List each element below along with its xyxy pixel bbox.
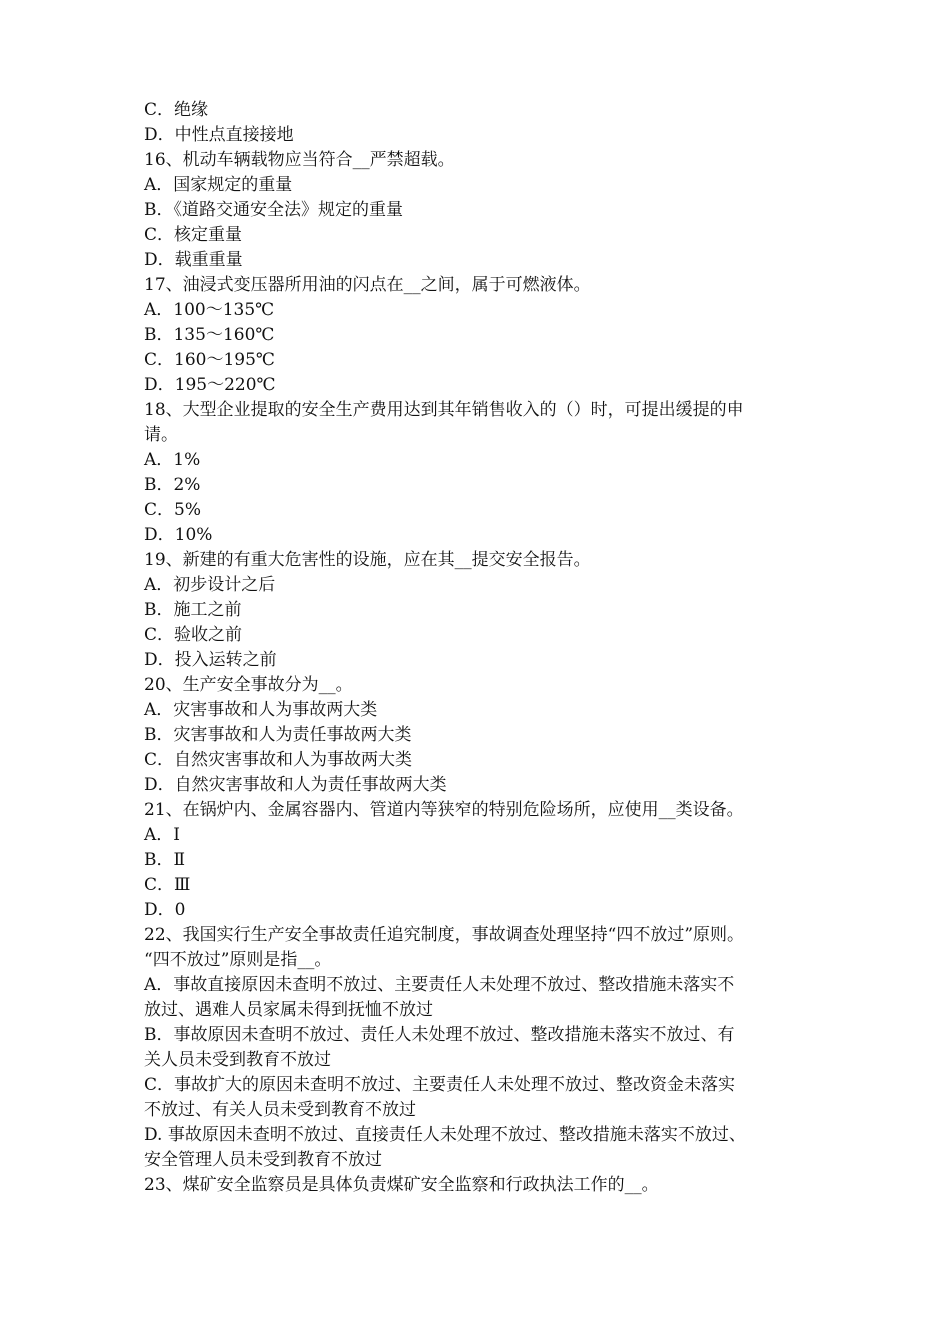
option-line: C．自然灾害事故和人为事故两大类 bbox=[144, 750, 413, 770]
option-line-continued: 安全管理人员未受到教育不放过 bbox=[144, 1150, 382, 1170]
option-line: A．1% bbox=[144, 450, 201, 470]
question-23: 23、煤矿安全监察员是具体负责煤矿安全监察和行政执法工作的__。 bbox=[144, 1175, 659, 1195]
option-line: D．投入运转之前 bbox=[144, 650, 277, 670]
text-line: D．中性点直接接地 bbox=[144, 125, 294, 145]
question-19: 19、新建的有重大危害性的设施，应在其__提交安全报告。 bbox=[144, 550, 591, 570]
option-line: C．事故扩大的原因未查明不放过、主要责任人未处理不放过、整改资金未落实 bbox=[144, 1075, 736, 1095]
question-16: 16、机动车辆载物应当符合__严禁超载。 bbox=[144, 150, 455, 170]
option-line: D．0 bbox=[144, 900, 186, 920]
option-line: C．核定重量 bbox=[144, 225, 243, 245]
option-line: C．160～195℃ bbox=[144, 350, 275, 370]
option-line: B．灾害事故和人为责任事故两大类 bbox=[144, 725, 412, 745]
option-line: C．验收之前 bbox=[144, 625, 243, 645]
question-20: 20、生产安全事故分为__。 bbox=[144, 675, 353, 695]
question-18-continued: 请。 bbox=[144, 425, 178, 445]
option-line: B．Ⅱ bbox=[144, 850, 186, 870]
option-line: B．《道路交通安全法》规定的重量 bbox=[144, 200, 403, 220]
question-22-continued: “四不放过”原则是指__。 bbox=[144, 950, 332, 970]
option-line: B．施工之前 bbox=[144, 600, 242, 620]
document-page bbox=[144, 98, 824, 1198]
option-line: A．灾害事故和人为事故两大类 bbox=[144, 700, 378, 720]
option-line: D．载重重量 bbox=[144, 250, 243, 270]
text-line: C．绝缘 bbox=[144, 100, 209, 120]
option-line: A．事故直接原因未查明不放过、主要责任人未处理不放过、整改措施未落实不 bbox=[144, 975, 735, 995]
option-line: D．10% bbox=[144, 525, 213, 545]
option-line-continued: 放过、遇难人员家属未得到抚恤不放过 bbox=[144, 1000, 433, 1020]
option-line: C．Ⅲ bbox=[144, 875, 191, 895]
option-line: B．135～160℃ bbox=[144, 325, 275, 345]
option-line: A．100～135℃ bbox=[144, 300, 275, 320]
question-18: 18、大型企业提取的安全生产费用达到其年销售收入的（）时，可提出缓提的申 bbox=[144, 400, 744, 420]
option-line: A．初步设计之后 bbox=[144, 575, 276, 595]
option-line: B．2% bbox=[144, 475, 201, 495]
option-line-continued: 关人员未受到教育不放过 bbox=[144, 1050, 331, 1070]
option-line: D．195～220℃ bbox=[144, 375, 276, 395]
option-line: A．国家规定的重量 bbox=[144, 175, 293, 195]
option-line-continued: 不放过、有关人员未受到教育不放过 bbox=[144, 1100, 416, 1120]
question-22: 22、我国实行生产安全事故责任追究制度，事故调查处理坚持“四不放过”原则。 bbox=[144, 925, 745, 945]
option-line: B．事故原因未查明不放过、责任人未处理不放过、整改措施未落实不放过、有 bbox=[144, 1025, 735, 1045]
option-line: C．5% bbox=[144, 500, 201, 520]
option-line: D．自然灾害事故和人为责任事故两大类 bbox=[144, 775, 447, 795]
option-line: D. 事故原因未查明不放过、直接责任人未处理不放过、整改措施未落实不放过、 bbox=[144, 1125, 746, 1145]
option-line: A．Ⅰ bbox=[144, 825, 180, 845]
question-21: 21、在锅炉内、金属容器内、管道内等狭窄的特别危险场所，应使用__类设备。 bbox=[144, 800, 744, 820]
question-17: 17、油浸式变压器所用油的闪点在__之间，属于可燃液体。 bbox=[144, 275, 591, 295]
